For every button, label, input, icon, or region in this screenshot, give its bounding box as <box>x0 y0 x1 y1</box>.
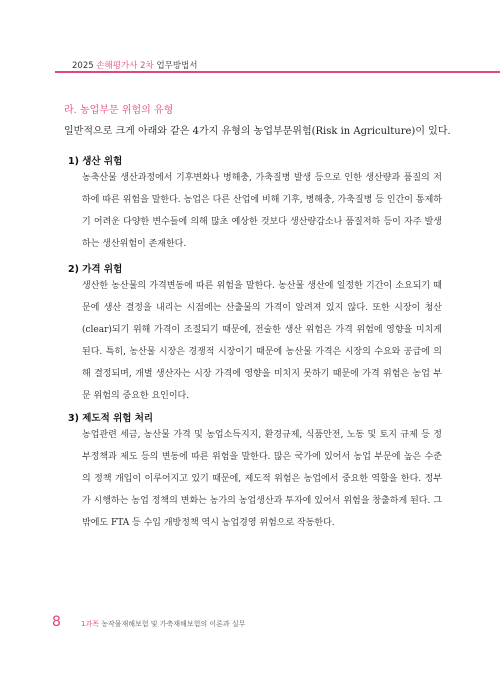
header-year: 2025 <box>72 61 94 71</box>
running-footer <box>81 619 245 629</box>
footer-chapter: 1과목 <box>81 620 99 628</box>
paragraph-production-risk: 농축산물 생산과정에서 기후변화나 병해충, 가축질병 발생 등으로 인한 생산량과 품질의 저하에 따른 위험을 말한다. 농업은 다른 산업에 비해 기후, 병해충, 가축질병 등 인간이 통제하기 어려운 다양한 변수들에 의해 많초 예상한 것보다 생산량감소나 품질저하 등이 자주 발생하는 생산위험이 존재한다. <box>82 173 442 249</box>
section-title: 라. 농업부문 위험의 유형 <box>64 105 174 116</box>
subheading-production-risk: 1) 생산 위험 <box>68 156 123 167</box>
subheading-institutional-risk: 3) 제도적 위험 처리 <box>68 413 154 424</box>
header-suffix: 업무방법서 <box>156 61 198 71</box>
footer-title: 농작물재해보험 및 가축재해보험의 이론과 실무 <box>101 620 246 628</box>
header-series: 손해평가사 2차 <box>96 61 154 71</box>
header-rule <box>55 71 500 73</box>
section-intro: 일반적으로 크게 아래와 같은 4가지 유형의 농업부문위험(Risk in Agriculture)이 있다. <box>64 126 451 137</box>
running-header <box>72 59 198 71</box>
page-number: 8 <box>52 614 61 630</box>
paragraph-institutional-risk: 농업관련 세금, 농산물 가격 및 농업소득지지, 환경규제, 식품안전, 노동 및 토지 규제 등 정부정책과 제도 등의 변동에 따른 위험을 말한다. 많은 국가에 있어서 농업 부문에 높은 수준의 정책 개입이 이루어지고 있기 때문에, 제도적 위험은 농업에서 중요한 역할을 한다. 정부가 시행하는 농업 정책의 변화는 농가의 농업생산과 투자에 있어서 위험을 창출하게 된다. 그 밖에도 FTA 등 수입 개방정책 역시 농업경영 위험으로 작동한다. <box>82 430 442 528</box>
paragraph-price-risk: 생산한 농산물의 가격변동에 따른 위험을 말한다. 농산물 생산에 일정한 기간이 소요되기 때문에 생산 결정을 내리는 시점에는 산출물의 가격이 알려져 있지 않다. 또한 시장이 청산(clear)되기 위해 가격이 조절되기 때문에, 전술한 생산 위험은 가격 위험에 영향을 미치게 된다. 특히, 농산물 시장은 경쟁적 시장이기 때문에 농산물 가격은 시장의 수요와 공급에 의해 결정되며, 개별 생산자는 시장 가격에 영향을 미치지 못하기 때문에 가격 위험은 농업 부문 위험의 중요한 요인이다. <box>82 281 442 401</box>
subheading-price-risk: 2) 가격 위험 <box>68 264 123 275</box>
